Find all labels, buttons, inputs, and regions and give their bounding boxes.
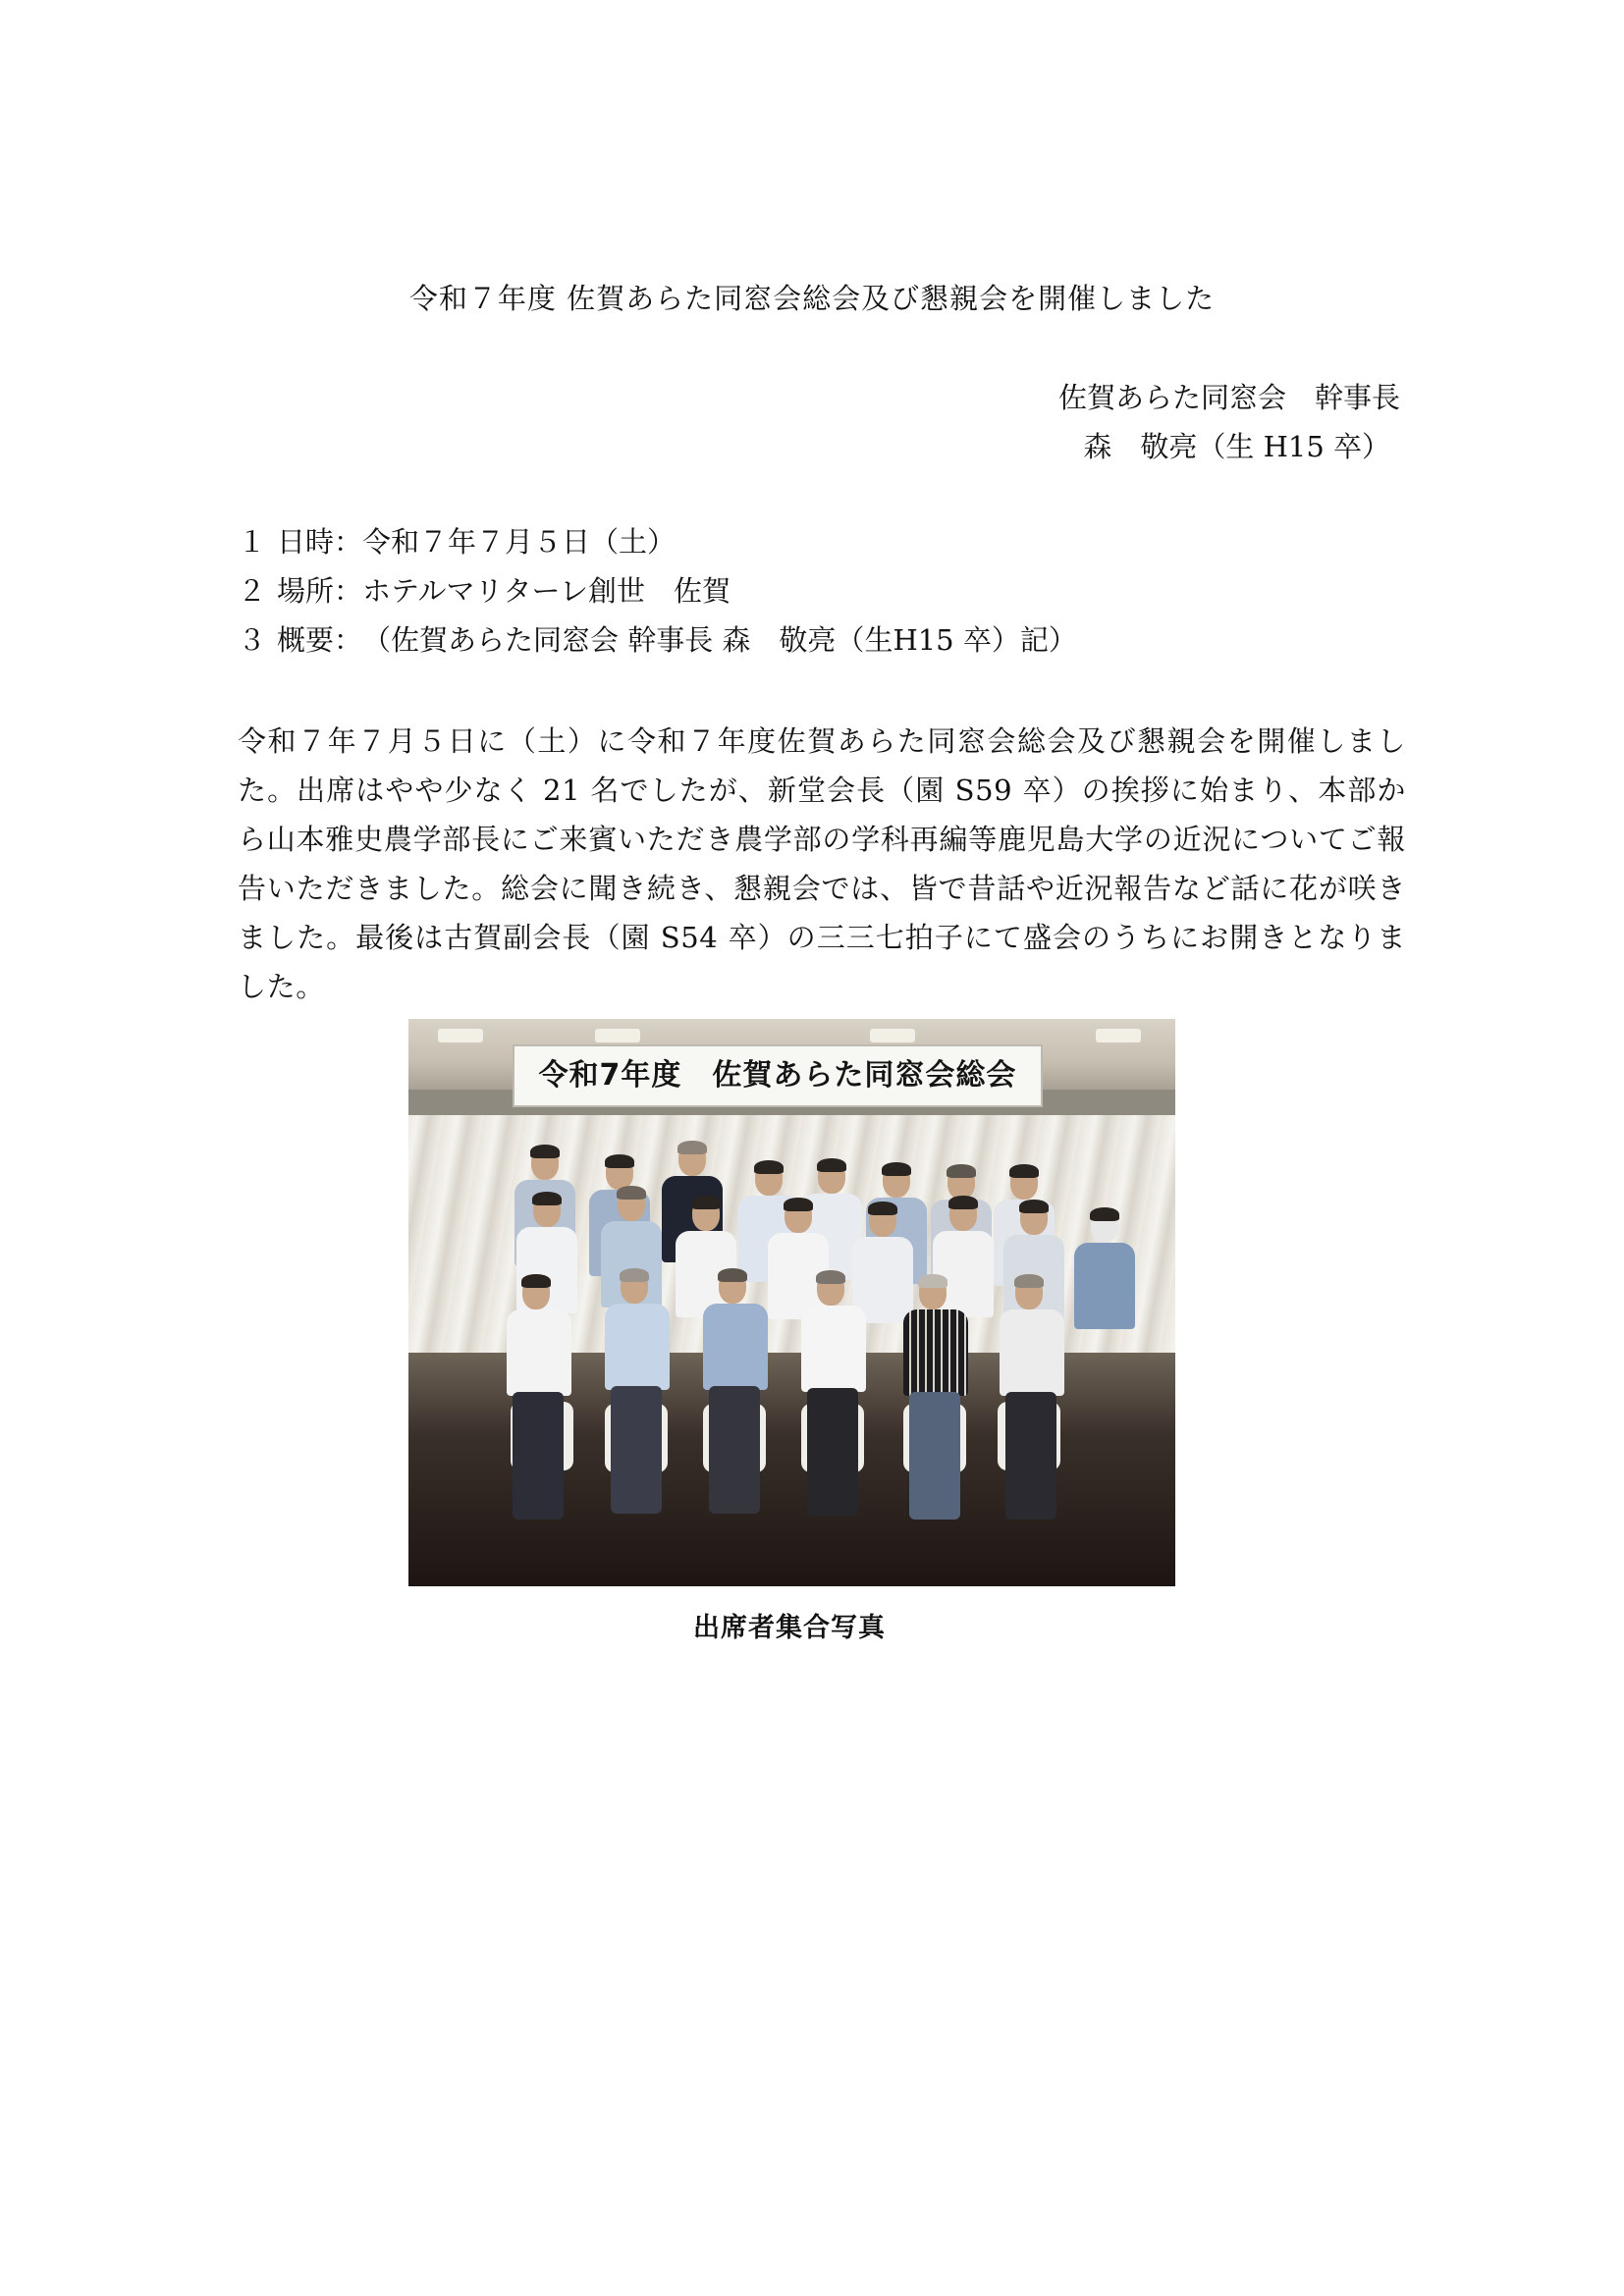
info-item-datetime xyxy=(238,520,1077,569)
info-item-text: 場所：ホテルマリターレ創世 佐賀 xyxy=(277,574,731,608)
info-item-venue xyxy=(238,569,1077,618)
info-item-number: ３ xyxy=(238,623,267,657)
info-item-number: １ xyxy=(238,525,267,559)
info-item-text: 概要： （佐賀あらた同窓会 幹事長 森 敬亮（生H15 卒）記） xyxy=(277,623,1077,657)
photo-ceiling-light xyxy=(1096,1029,1141,1042)
info-item-summary xyxy=(238,618,1077,667)
photo-caption: 出席者集合写真 xyxy=(693,1613,886,1643)
group-photo xyxy=(408,1019,1175,1586)
photo-banner: 令和7年度 佐賀あらた同窓会総会 xyxy=(513,1044,1043,1107)
info-item-number: ２ xyxy=(238,574,267,608)
document-title: 令和７年度 佐賀あらた同窓会総会及び懇親会を開催しました xyxy=(408,282,1216,315)
info-list xyxy=(238,520,1077,667)
author-name: 森 敬亮（生 H15 卒） xyxy=(1083,430,1390,463)
body-paragraph: 令和７年７月５日に（土）に令和７年度佐賀あらた同窓会総会及び懇親会を開催しました。出席はやや少なく 21 名でしたが、新堂会長（園 S59 卒）の挨拶に始まり、本部から山本雅史農学部長にご来賓いただき農学部の学科再編等鹿児島大学の近況についてご報告いただきました。総会に聞き続き、懇親会では、皆で昔話や近況報告など話に花が咲きました。最後は古賀副会長（園 S54 卒）の三三七拍子にて盛会のうちにお開きとなりました。 xyxy=(238,724,1406,1003)
author-organization: 佐賀あらた同窓会 幹事長 xyxy=(1057,381,1400,414)
photo-ceiling-light xyxy=(595,1029,640,1042)
info-item-text: 日時：令和７年７月５日（土） xyxy=(277,525,677,559)
photo-ceiling-light xyxy=(870,1029,915,1042)
photo-ceiling-light xyxy=(438,1029,483,1042)
